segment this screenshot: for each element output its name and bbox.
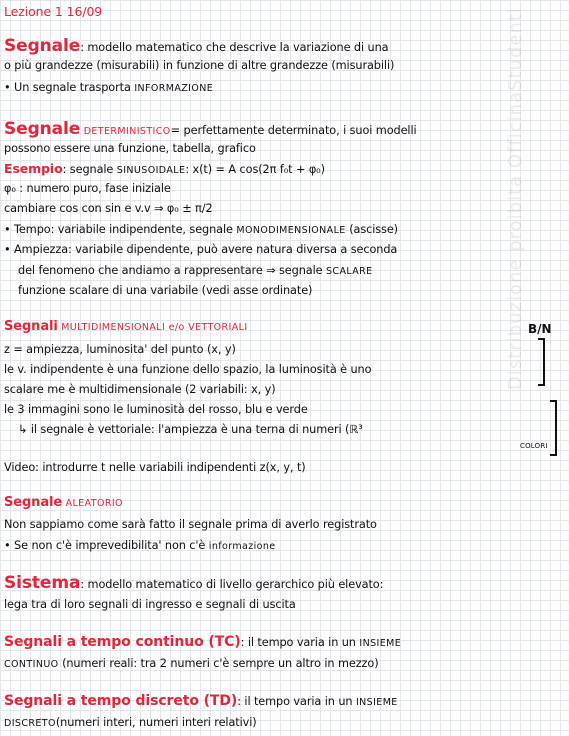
multidim-line-2: le v. indipendente è una funzione dello spazio, la luminosità è uno bbox=[4, 363, 372, 376]
discreto-line-1: Segnali a tempo discreto (TD): il tempo varia in un INSIEME bbox=[4, 693, 398, 709]
example-line: Esempio: segnale SINUSOIDALE: x(t) = A cos(2π f₀t + φ₀) bbox=[4, 161, 325, 176]
colori-bracket bbox=[550, 400, 557, 456]
multidim-line-5: ↳ il segnale è vettoriale: l'ampiezza è una terna di numeri (ℝ³ bbox=[18, 423, 363, 436]
cos-sin-line: cambiare cos con sin e v.v ⇒ φ₀ ± π/2 bbox=[4, 202, 213, 215]
segnale-term: Segnale bbox=[4, 36, 81, 56]
ampiezza-line-3: funzione scalare di una variabile (vedi asse ordinate) bbox=[18, 284, 313, 297]
segnale-line-1: Segnale: modello matematico che descrive la variazione di una bbox=[4, 36, 389, 56]
colori-label: COLORI bbox=[520, 442, 548, 450]
deterministico-line-2: possono essere una funzione, tabella, grafico bbox=[4, 142, 256, 155]
ampiezza-line-2: del fenomeno che andiamo a rappresentare ⇒ segnale SCALARE bbox=[18, 264, 373, 277]
continuo-line-2: CONTINUO (numeri reali: tra 2 numeri c'è sempre un altro in mezzo) bbox=[4, 657, 379, 670]
segnale-line-2: o più grandezze (misurabili) in funzione di altre grandezze (misurabili) bbox=[4, 59, 395, 72]
multidim-line-4: le 3 immagini sono le luminosità del rosso, blu e verde bbox=[4, 403, 308, 416]
aleatorio-line-2: • Se non c'è imprevedibilita' non c'è informazione bbox=[4, 539, 276, 552]
discreto-line-2: DISCRETO(numeri interi, numeri interi relativi) bbox=[4, 716, 257, 729]
sistema-line-1: Sistema: modello matematico di livello gerarchico più elevato: bbox=[4, 573, 384, 593]
bn-bracket bbox=[538, 338, 545, 386]
tempo-line: • Tempo: variabile indipendente, segnale MONODIMENSIONALE (ascisse) bbox=[4, 223, 398, 236]
ampiezza-line-1: • Ampiezza: variabile dipendente, può avere natura diversa a seconda bbox=[4, 243, 398, 256]
lesson-title: Lezione 1 16/09 bbox=[4, 4, 103, 19]
deterministico-line-1: Segnale DETERMINISTICO= perfettamente determinato, i suoi modelli bbox=[4, 119, 417, 139]
aleatorio-line-1: Non sappiamo come sarà fatto il segnale prima di averlo registrato bbox=[4, 518, 377, 531]
watermark: Distribuzione proibita OfficinaStudenti bbox=[505, 7, 526, 390]
sistema-line-2: lega tra di loro segnali di ingresso e segnali di uscita bbox=[4, 598, 296, 611]
aleatorio-heading: Segnale ALEATORIO bbox=[4, 495, 123, 510]
bn-label: B/N bbox=[528, 322, 552, 336]
phase-line: φ₀ : numero puro, fase iniziale bbox=[4, 182, 171, 195]
video-line: Video: introdurre t nelle variabili indipendenti z(x, y, t) bbox=[4, 461, 306, 474]
multidim-line-1: z = ampiezza, luminosita' del punto (x, y) bbox=[4, 343, 236, 356]
segnale-line-3: • Un segnale trasporta INFORMAZIONE bbox=[4, 81, 214, 94]
multidim-line-3: scalare me è multidimensionale (2 variabili: x, y) bbox=[4, 383, 276, 396]
continuo-line-1: Segnali a tempo continuo (TC): il tempo varia in un INSIEME bbox=[4, 634, 402, 650]
multidim-heading: Segnali MULTIDIMENSIONALI e/o VETTORIALI bbox=[4, 319, 248, 334]
